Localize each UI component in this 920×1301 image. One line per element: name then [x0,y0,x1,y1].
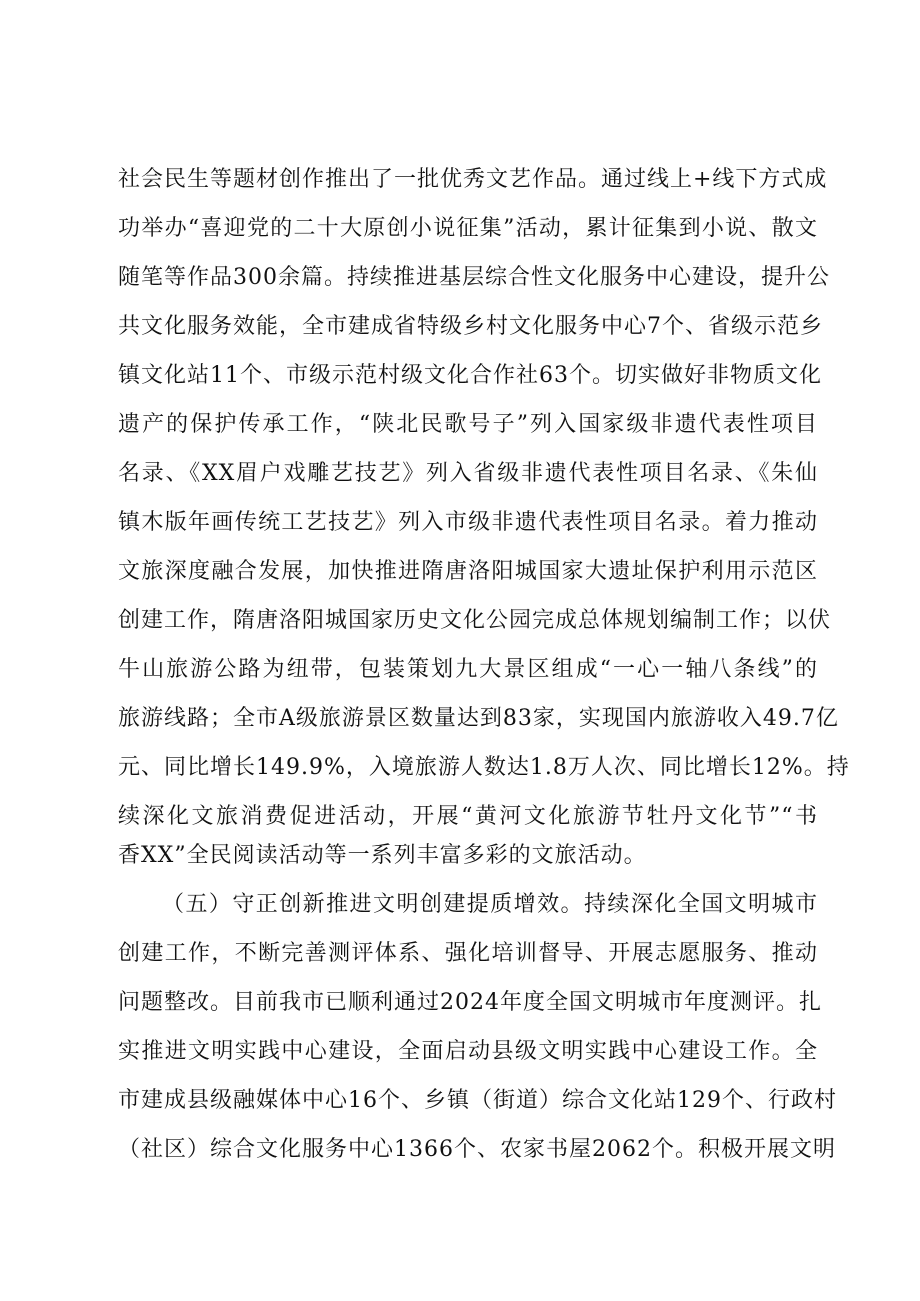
paragraph-2-line-3: 问题整改。目前我市已顺利通过2024年度全国文明城市年度测评。扎 [118,990,822,1015]
paragraph-1-line-15: 香XX”全民阅读活动等一系列丰富多彩的文旅活动。 [118,843,647,868]
paragraph-2-line-6: （社区）综合文化服务中心1366个、农家书屋2062个。积极开展文明 [118,1137,836,1162]
paragraph-1-line-7: 名录、《XX眉户戏雕艺技艺》列入省级非遗代表性项目名录、《朱仙 [118,461,818,486]
paragraph-2-line-4: 实推进文明实践中心建设，全面启动县级文明实践中心建设工作。全 [118,1039,818,1064]
paragraph-1-line-11: 牛山旅游公路为纽带，包装策划九大景区组成“一心一轴八条线”的 [118,657,818,682]
paragraph-1-line-5: 镇文化站11个、市级示范村级文化合作社63个。切实做好非物质文化 [118,363,822,388]
paragraph-2-line-5: 市建成县级融媒体中心16个、乡镇（街道）综合文化站129个、行政村 [118,1088,837,1113]
paragraph-2-line-1: （五）守正创新推进文明创建提质增效。持续深化全国文明城市 [162,892,818,917]
paragraph-1-line-8: 镇木版年画传统工艺技艺》列入市级非遗代表性项目名录。着力推动 [118,510,818,535]
paragraph-1-line-4: 共文化服务效能，全市建成省特级乡村文化服务中心7个、省级示范乡 [118,314,823,339]
paragraph-1-line-10: 创建工作，隋唐洛阳城国家历史文化公园完成总体规划编制工作；以伏 [118,608,832,633]
paragraph-1-line-13: 元、同比增长149.9%，入境旅游人数达1.8万人次、同比增长12%。持 [118,755,850,780]
paragraph-1-line-12: 旅游线路；全市A级旅游景区数量达到83家，实现国内旅游收入49.7亿 [118,706,839,731]
paragraph-1-line-6: 遗产的保护传承工作，“陕北民歌号子”列入国家级非遗代表性项目 [118,412,818,437]
paragraph-1-line-2: 功举办“喜迎党的二十大原创小说征集”活动，累计征集到小说、散文 [118,216,818,241]
paragraph-1-line-3: 随笔等作品300余篇。持续推进基层综合性文化服务中心建设，提升公 [118,265,830,290]
paragraph-1-line-1: 社会民生等题材创作推出了一批优秀文艺作品。通过线上+线下方式成 [118,167,828,192]
paragraph-2-line-2: 创建工作，不断完善测评体系、强化培训督导、开展志愿服务、推动 [118,941,818,966]
paragraph-1-line-14: 续深化文旅消费促进活动，开展“黄河文化旅游节牡丹文化节”“书 [118,804,818,829]
paragraph-1-line-9: 文旅深度融合发展，加快推进隋唐洛阳城国家大遗址保护利用示范区 [118,559,818,584]
